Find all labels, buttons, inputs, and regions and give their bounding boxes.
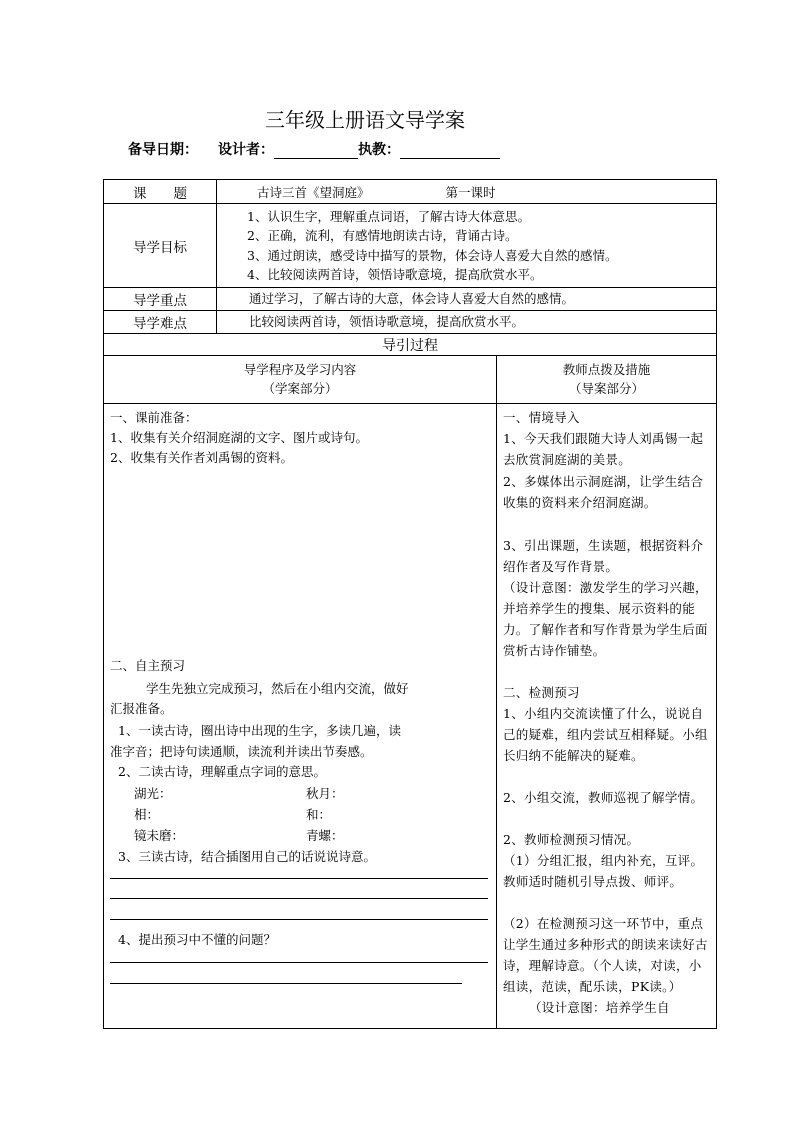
- topic-value: 古诗三首《望洞庭》: [257, 184, 370, 200]
- goals-list: [217, 204, 717, 288]
- lesson-plan-table: [103, 179, 717, 1029]
- goal-item: 2、正确，流利，有感情地朗读古诗，背诵古诗。: [247, 228, 518, 243]
- right-content: [497, 404, 717, 1029]
- answer-line[interactable]: [110, 983, 462, 984]
- goal-item: 1、认识生字，理解重点词语，了解古诗大体意思。: [247, 208, 530, 224]
- right-item: 3、引出课题，生读题，根据资料介绍作者及写作背景。: [503, 538, 704, 574]
- answer-line[interactable]: [110, 898, 488, 899]
- right-column-title: 教师点拨及措施: [562, 362, 651, 377]
- topic-cell: [217, 180, 717, 204]
- left-item: 1、收集有关介绍洞庭湖的文字、图片或诗句。: [110, 430, 368, 445]
- designer-blank[interactable]: [274, 144, 358, 159]
- left-column-header: [104, 356, 497, 404]
- answer-line[interactable]: [110, 878, 488, 879]
- right-item: 二、检测预习: [503, 685, 580, 700]
- topic-label: 课 题: [104, 180, 217, 204]
- left-item: 学生先独立完成预习，然后在小组内交流，做好: [146, 681, 409, 696]
- word-prompt: 青螺：: [306, 828, 344, 843]
- right-item: （设计意图：培养学生自: [529, 1000, 670, 1015]
- right-item: 一、情境导入: [503, 410, 580, 425]
- right-column-sub: （导案部分）: [568, 381, 644, 396]
- answer-line[interactable]: [110, 962, 488, 963]
- right-item: 2、多媒体出示洞庭湖，让学生结合收集的资料来介绍洞庭湖。: [503, 474, 704, 510]
- right-column-header: [497, 356, 717, 404]
- column-header-row: [104, 356, 717, 404]
- word-prompt: 镜未磨：: [134, 828, 185, 843]
- right-item: 1、今天我们跟随大诗人刘禹锡一起去欣赏洞庭湖的美景。: [503, 431, 704, 467]
- left-section-title: 二、自主预习: [110, 658, 186, 673]
- topic-row: [104, 180, 717, 204]
- right-item: 2、小组交流，教师巡视了解学情。: [503, 790, 704, 805]
- left-item: 3、三读古诗，结合插图用自己的话说说诗意。: [118, 849, 376, 864]
- left-item: 2、收集有关作者刘禹锡的资料。: [110, 450, 293, 465]
- key-point-value: 通过学习，了解古诗的大意，体会诗人喜爱大自然的感情。: [217, 288, 717, 311]
- right-item: 2、教师检测预习情况。: [503, 832, 640, 847]
- word-prompt: 湖光：: [134, 786, 172, 801]
- teacher-blank[interactable]: [400, 144, 500, 159]
- difficulty-row: [104, 311, 717, 334]
- key-point-row: [104, 288, 717, 311]
- goals-label: 导学目标: [104, 204, 217, 288]
- left-section-title: 一、课前准备：: [110, 410, 198, 425]
- page-title: 三年级上册语文导学案: [265, 108, 465, 132]
- right-item: （2）在检测预习这一环节中，重点让学生通过多种形式的朗读来读好古诗，理解诗意。（个人读，对读，小组读，范读，配乐读，PK读。）: [503, 916, 708, 994]
- content-row: [104, 404, 717, 1029]
- left-item: 准字音；把诗句读通顺，读流利并读出节奏感。: [110, 744, 373, 759]
- difficulty-value: 比较阅读两首诗，领悟诗歌意境，提高欣赏水平。: [217, 311, 717, 334]
- answer-line[interactable]: [110, 919, 488, 920]
- left-item: 1、一读古诗，圈出诗中出现的生字，多读几遍，读: [118, 723, 401, 738]
- difficulty-label: 导学难点: [104, 311, 217, 334]
- word-prompt: 相：: [134, 807, 160, 822]
- left-item: 4、提出预习中不懂的问题？: [118, 932, 276, 947]
- process-title: 导引过程: [104, 334, 717, 356]
- word-prompt: 秋月：: [306, 786, 344, 801]
- designer-label: 设计者：: [218, 142, 274, 158]
- left-item: 汇报准备。: [110, 701, 173, 716]
- left-column-sub: （学案部分）: [262, 381, 338, 396]
- right-item: （1）分组汇报，组内补充，互评。教师适时随机引导点拨、师评。: [503, 853, 704, 889]
- left-column-title: 导学程序及学习内容: [243, 362, 357, 377]
- key-point-label: 导学重点: [104, 288, 217, 311]
- goal-item: 4、比较阅读两首诗，领悟诗歌意境，提高欣赏水平。: [247, 267, 543, 282]
- word-prompt: 和：: [306, 807, 332, 822]
- header-line: [128, 139, 500, 159]
- right-item: 1、小组内交流读懂了什么，说说自己的疑难，组内尝试互相释疑。小组长归纳不能解决的疑难。: [503, 706, 708, 763]
- goals-row: [104, 204, 717, 288]
- right-item: （设计意图：激发学生的学习兴趣，并培养学生的搜集、展示资料的能力。了解作者和写作背景为学生后面赏析古诗作铺垫。: [503, 580, 708, 658]
- left-content: [104, 404, 497, 1029]
- prep-date-label: 备导日期：: [128, 142, 198, 158]
- goal-item: 3、通过朗读，感受诗中描写的景物，体会诗人喜爱大自然的感情。: [247, 247, 618, 263]
- teacher-label: 执教：: [358, 142, 400, 158]
- left-item: 2、二读古诗，理解重点字词的意思。: [118, 764, 326, 779]
- period-value: 第一课时: [445, 184, 496, 200]
- process-title-row: [104, 334, 717, 356]
